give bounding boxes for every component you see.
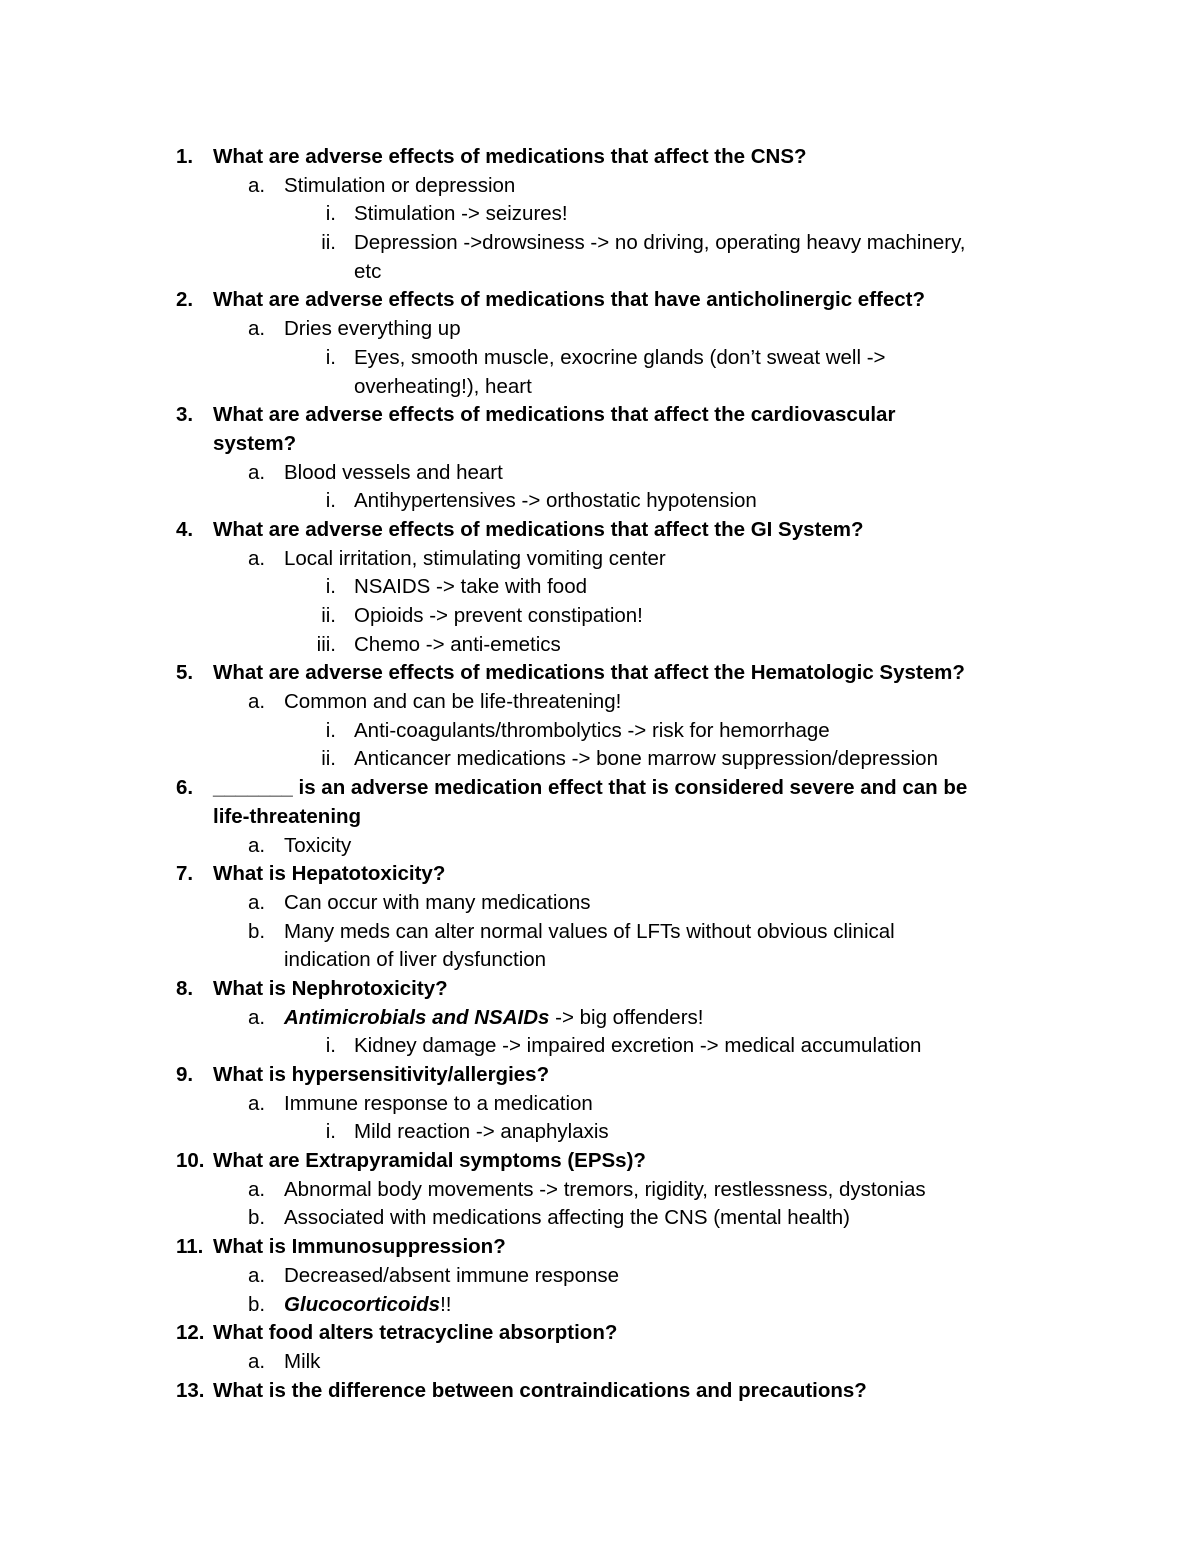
answer-text bbox=[284, 946, 546, 975]
sub-item-marker: i. bbox=[325, 718, 336, 742]
sub-item bbox=[0, 745, 1200, 774]
question-number: 4. bbox=[176, 517, 194, 541]
sub-item-marker: i. bbox=[325, 489, 336, 513]
question-6 bbox=[0, 774, 1200, 803]
sub-item-text: Depression ->drowsiness -> no driving, operating heavy machinery, bbox=[354, 231, 966, 255]
answer-marker: b. bbox=[248, 1292, 266, 1316]
answer-text-run: Abnormal body movements -> tremors, rigidity, restlessness, dystonias bbox=[284, 1177, 926, 1201]
question-4 bbox=[0, 516, 1200, 545]
answer-text-run: Toxicity bbox=[284, 833, 352, 857]
sub-item-marker: ii. bbox=[321, 231, 336, 255]
sub-item bbox=[0, 229, 1200, 258]
sub-item-text: Anti-coagulants/thrombolytics -> risk for hemorrhage bbox=[354, 718, 830, 742]
answer-text-run: Common and can be life-threatening! bbox=[284, 690, 622, 714]
question-number: 2. bbox=[176, 288, 194, 312]
answer-marker: a. bbox=[248, 833, 266, 857]
answer-marker: a. bbox=[248, 1005, 266, 1029]
answer-text-run: Immune response to a medication bbox=[284, 1091, 593, 1115]
question-12 bbox=[0, 1319, 1200, 1348]
sub-item-text: Mild reaction -> anaphylaxis bbox=[354, 1120, 609, 1144]
question-text: What is the difference between contraindications and precautions? bbox=[213, 1378, 867, 1402]
answer-marker: a. bbox=[248, 546, 266, 570]
answer-marker: a. bbox=[248, 1349, 266, 1373]
sub-item-marker: i. bbox=[325, 575, 336, 599]
answer-text-run: Blood vessels and heart bbox=[284, 460, 503, 484]
question-9 bbox=[0, 1061, 1200, 1090]
question-number: 3. bbox=[176, 403, 194, 427]
sub-item-marker: i. bbox=[325, 202, 336, 226]
sub-item-text: Stimulation -> seizures! bbox=[354, 202, 568, 226]
answer-item bbox=[0, 1262, 1200, 1291]
answer-item bbox=[0, 172, 1200, 201]
sub-item bbox=[0, 631, 1200, 660]
sub-item-text: Opioids -> prevent constipation! bbox=[354, 604, 643, 627]
question-text: What food alters tetracycline absorption? bbox=[213, 1321, 618, 1345]
answer-text bbox=[284, 315, 461, 344]
question-number: 12. bbox=[176, 1321, 205, 1345]
sub-item-marker: i. bbox=[325, 345, 336, 369]
answer-text-run: -> big offenders! bbox=[549, 1005, 704, 1029]
answer-item bbox=[0, 832, 1200, 861]
question-number: 9. bbox=[176, 1063, 194, 1086]
answer-item bbox=[0, 1004, 1200, 1033]
sub-item-text: NSAIDS -> take with food bbox=[354, 575, 588, 599]
question-number: 8. bbox=[176, 976, 194, 1000]
answer-text-run: Stimulation or depression bbox=[284, 173, 516, 197]
sub-item-text: overheating!), heart bbox=[354, 374, 532, 398]
answer-marker: a. bbox=[248, 317, 266, 341]
answer-item bbox=[0, 1204, 1200, 1233]
sub-item bbox=[0, 1032, 1200, 1061]
answer-text bbox=[284, 889, 591, 918]
answer-item bbox=[0, 1176, 1200, 1205]
answer-text-run: Many meds can alter normal values of LFTs without obvious clinical bbox=[284, 919, 895, 943]
question-text: What are adverse effects of medications that affect the CNS? bbox=[213, 145, 807, 168]
question-text: life-threatening bbox=[213, 804, 362, 828]
answer-item bbox=[0, 1090, 1200, 1119]
answer-item-continued bbox=[0, 946, 1200, 975]
emphasized-term: Glucocorticoids bbox=[284, 1292, 441, 1316]
question-text: What are adverse effects of medications that affect the cardiovascular bbox=[213, 403, 896, 427]
answer-item bbox=[0, 688, 1200, 717]
sub-item-marker: i. bbox=[325, 1034, 336, 1058]
question-6-continued bbox=[0, 803, 1200, 832]
sub-item-marker: ii. bbox=[321, 604, 336, 627]
sub-item-continued bbox=[0, 373, 1200, 402]
sub-item bbox=[0, 573, 1200, 602]
answer-marker: a. bbox=[248, 1177, 266, 1201]
sub-item-text: Antihypertensives -> orthostatic hypotension bbox=[354, 489, 757, 513]
answer-text-run: Dries everything up bbox=[284, 317, 461, 341]
question-number: 5. bbox=[176, 661, 194, 685]
sub-item bbox=[0, 200, 1200, 229]
answer-text-run: !! bbox=[440, 1292, 452, 1316]
answer-item bbox=[0, 315, 1200, 344]
sub-item bbox=[0, 1118, 1200, 1147]
question-text: What is hypersensitivity/allergies? bbox=[213, 1063, 550, 1086]
answer-text-run: Associated with medications affecting the CNS (mental health) bbox=[284, 1206, 850, 1230]
question-3 bbox=[0, 401, 1200, 430]
answer-marker: a. bbox=[248, 890, 266, 914]
question-number: 13. bbox=[176, 1378, 205, 1402]
sub-item-text: etc bbox=[354, 259, 382, 283]
sub-item-marker: ii. bbox=[321, 747, 336, 771]
answer-text bbox=[284, 1204, 850, 1233]
question-text: system? bbox=[213, 431, 297, 455]
answer-text-run: Decreased/absent immune response bbox=[284, 1263, 620, 1287]
answer-text-run: Milk bbox=[284, 1349, 321, 1373]
question-3-continued bbox=[0, 430, 1200, 459]
answer-text bbox=[284, 918, 895, 947]
answer-text bbox=[284, 1348, 320, 1377]
question-8 bbox=[0, 975, 1200, 1004]
emphasized-term: Antimicrobials and NSAIDs bbox=[284, 1005, 550, 1029]
answer-text bbox=[284, 1291, 451, 1320]
sub-item bbox=[0, 602, 1200, 631]
answer-text bbox=[284, 1004, 703, 1033]
answer-text-run: indication of liver dysfunction bbox=[284, 948, 547, 972]
sub-item-text: Chemo -> anti-emetics bbox=[354, 632, 561, 656]
question-1 bbox=[0, 143, 1200, 172]
question-text: What is Immunosuppression? bbox=[213, 1235, 506, 1259]
answer-item bbox=[0, 889, 1200, 918]
answer-item bbox=[0, 545, 1200, 574]
sub-item-marker: i. bbox=[325, 1120, 336, 1144]
question-number: 10. bbox=[176, 1149, 205, 1173]
answer-marker: a. bbox=[248, 460, 266, 484]
answer-text bbox=[284, 1176, 926, 1205]
question-text: What are adverse effects of medications that have anticholinergic effect? bbox=[213, 288, 926, 312]
question-text: _______ is an adverse medication effect that is considered severe and can be bbox=[213, 776, 968, 800]
answer-text bbox=[284, 459, 503, 488]
question-13 bbox=[0, 1377, 1200, 1406]
question-number: 11. bbox=[176, 1235, 204, 1259]
answer-marker: a. bbox=[248, 690, 266, 714]
answer-text-run: Can occur with many medications bbox=[284, 890, 591, 914]
sub-item-continued bbox=[0, 258, 1200, 287]
sub-item bbox=[0, 344, 1200, 373]
sub-item bbox=[0, 717, 1200, 746]
answer-text bbox=[284, 1090, 593, 1119]
answer-item bbox=[0, 1348, 1200, 1377]
question-list bbox=[0, 143, 1200, 1405]
question-text: What are Extrapyramidal symptoms (EPSs)? bbox=[213, 1149, 646, 1173]
question-number: 7. bbox=[176, 862, 194, 886]
sub-item-text: Anticancer medications -> bone marrow suppression/depression bbox=[354, 747, 938, 771]
answer-text bbox=[284, 172, 515, 201]
sub-item-text: Eyes, smooth muscle, exocrine glands (don’t sweat well -> bbox=[354, 345, 886, 369]
question-text: What is Nephrotoxicity? bbox=[213, 976, 448, 1000]
question-number: 1. bbox=[176, 145, 194, 168]
answer-text bbox=[284, 1262, 619, 1291]
answer-marker: a. bbox=[248, 1263, 266, 1287]
answer-item bbox=[0, 459, 1200, 488]
answer-marker: a. bbox=[248, 173, 266, 197]
question-2 bbox=[0, 286, 1200, 315]
answer-marker: a. bbox=[248, 1091, 266, 1115]
question-text: What are adverse effects of medications that affect the GI System? bbox=[213, 517, 864, 541]
answer-item bbox=[0, 1291, 1200, 1320]
sub-item bbox=[0, 487, 1200, 516]
question-10 bbox=[0, 1147, 1200, 1176]
question-text: What are adverse effects of medications that affect the Hematologic System? bbox=[213, 661, 965, 685]
question-number: 6. bbox=[176, 776, 194, 800]
answer-text bbox=[284, 545, 666, 574]
sub-item-marker: iii. bbox=[316, 632, 336, 656]
question-11 bbox=[0, 1233, 1200, 1262]
question-5 bbox=[0, 659, 1200, 688]
answer-item bbox=[0, 918, 1200, 947]
sub-item-text: Kidney damage -> impaired excretion -> medical accumulation bbox=[354, 1034, 922, 1058]
question-text: What is Hepatotoxicity? bbox=[213, 862, 446, 886]
answer-marker: b. bbox=[248, 1206, 266, 1230]
answer-text-run: Local irritation, stimulating vomiting center bbox=[284, 546, 666, 570]
question-7 bbox=[0, 860, 1200, 889]
answer-text bbox=[284, 688, 621, 717]
answer-marker: b. bbox=[248, 919, 266, 943]
answer-text bbox=[284, 832, 351, 861]
